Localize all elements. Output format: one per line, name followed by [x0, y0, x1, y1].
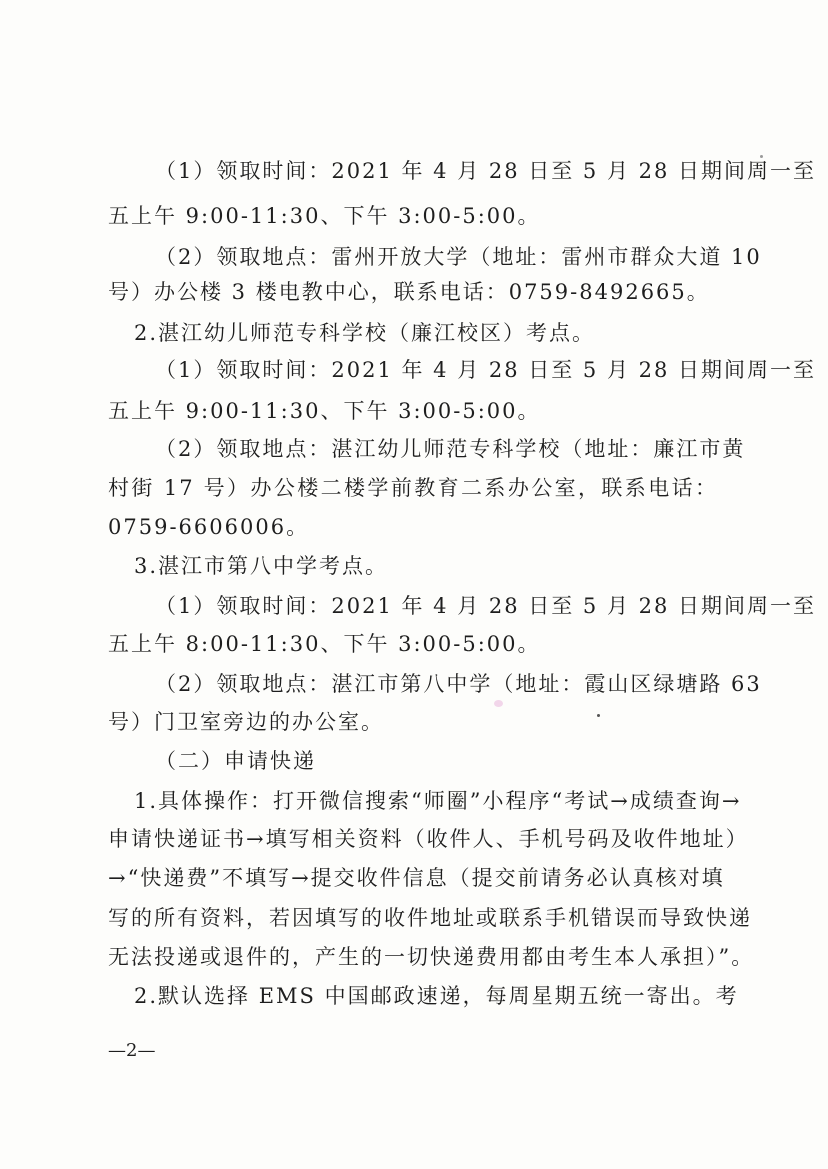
scan-speck — [494, 700, 503, 707]
text-line-17: 1.具体操作：打开微信搜索“师圈”小程序“考试→成绩查询→ — [134, 789, 742, 813]
text-line-8: （2）领取地点：湛江幼儿师范专科学校（地址：廉江市黄 — [155, 437, 746, 461]
text-line-7: 五上午 9:00-11:30、下午 3:00-5:00。 — [108, 399, 541, 423]
text-line-9: 村街 17 号）办公楼二楼学前教育二系办公室，联系电话： — [108, 476, 718, 500]
text-line-11: 3.湛江市第八中学考点。 — [134, 554, 389, 578]
text-line-6: （1）领取时间：2021 年 4 月 28 日至 5 月 28 日期间周一至 — [155, 358, 817, 382]
text-line-19: →“快递费”不填写→提交收件信息（提交前请务必认真核对填 — [108, 866, 725, 890]
text-line-21: 无法投递或退件的，产生的一切快递费用都由考生本人承担）”。 — [108, 945, 755, 969]
text-line-2: 五上午 9:00-11:30、下午 3:00-5:00。 — [108, 204, 541, 228]
text-line-15: 号）门卫室旁边的办公室。 — [108, 710, 384, 734]
text-line-14: （2）领取地点：湛江市第八中学（地址：霞山区绿塘路 63 — [155, 672, 762, 696]
text-line-10: 0759-6606006。 — [108, 515, 310, 539]
text-line-4: 号）办公楼 3 楼电教中心，联系电话：0759-8492665。 — [108, 280, 710, 304]
text-line-3: （2）领取地点：雷州开放大学（地址：雷州市群众大道 10 — [155, 245, 762, 269]
text-line-13: 五上午 8:00-11:30、下午 3:00-5:00。 — [108, 632, 541, 656]
text-line-1: （1）领取时间：2021 年 4 月 28 日至 5 月 28 日期间周一至 — [155, 159, 817, 183]
scan-dot — [597, 714, 600, 717]
text-line-20: 写的所有资料，若因填写的收件地址或联系手机错误而导致快递 — [108, 906, 752, 930]
text-line-12: （1）领取时间：2021 年 4 月 28 日至 5 月 28 日期间周一至 — [155, 594, 817, 618]
text-line-18: 申请快递证书→填写相关资料（收件人、手机号码及收件地址） — [108, 827, 749, 851]
scan-dot-top — [760, 155, 763, 158]
page-number: —2— — [108, 1040, 156, 1061]
text-line-5: 2.湛江幼儿师范专科学校（廉江校区）考点。 — [134, 321, 596, 345]
text-line-22: 2.默认选择 EMS 中国邮政速递，每周星期五统一寄出。考 — [134, 984, 739, 1008]
section-heading: （二）申请快递 — [155, 749, 316, 773]
